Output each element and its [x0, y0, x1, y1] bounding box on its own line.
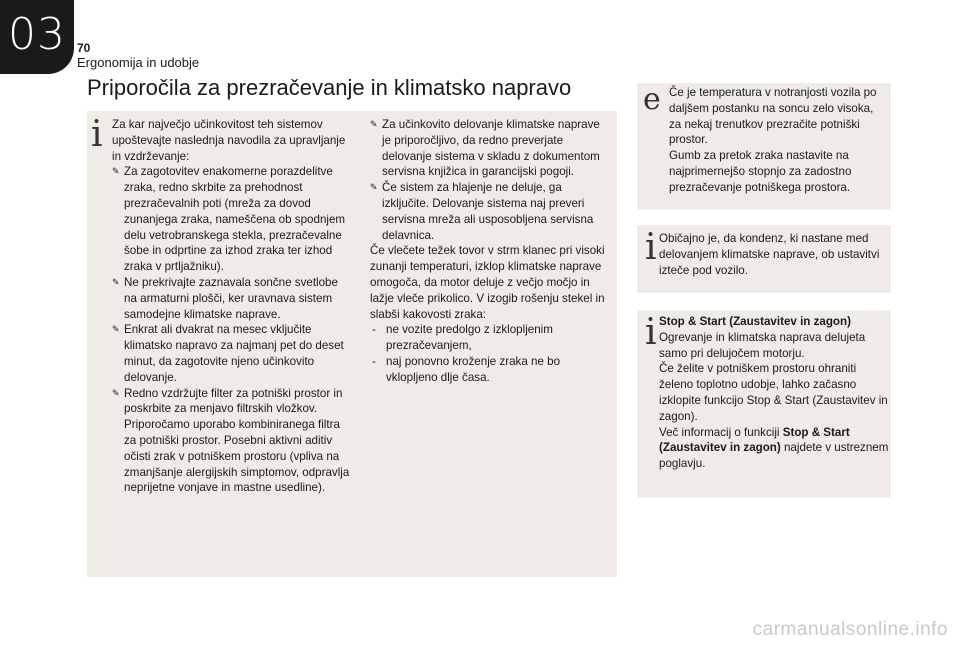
eco-tip-text: Če je temperatura v notranjosti vozila po daljšem postanku na soncu zelo visoka, za nekaj trenutkov prezračite potniški prostor. Gumb za pretok zraka nastavite na najprimernejšo stopnjo za zadostno prezračevanje potniškega prostora. — [669, 86, 877, 194]
eco-tip-box — [637, 83, 891, 210]
chapter-number: 03 — [8, 8, 66, 60]
towing-text: Če vlečete težek tovor v strm klanec pri visoki zunanji temperaturi, izklop klimatske naprave omogoča, da motor deluje z večjo močjo in lažje vleče prikolico. V izogib rošenju stekel in slabši kakovosti zraka: — [370, 244, 605, 321]
page-number: 70 — [77, 41, 91, 55]
eco-icon: e — [643, 82, 661, 117]
list-item: - ne vozite predolgo z izklopljenim prezračevanjem, — [372, 323, 553, 353]
left-column — [112, 117, 352, 496]
bullet-icon: ✎ — [112, 387, 120, 398]
info-icon: i — [645, 312, 657, 353]
list-item: ✎ Če sistem za hlajenje ne deluje, ga izključite. Delovanje sistema naj preveri servisna mreža ali usposobljena servisna delavnica. — [370, 181, 594, 242]
recommendations-box — [87, 111, 617, 577]
info-icon: i — [91, 114, 103, 155]
bullet-icon: ✎ — [370, 119, 378, 129]
bullet-icon: ✎ — [112, 324, 120, 335]
page-title: Priporočila za prezračevanje in klimatsko napravo — [87, 75, 572, 100]
condensation-text: Običajno je, da kondenz, ki nastane med delovanjem klimatske naprave, ob ustavitvi izteče pod vozilo. — [659, 232, 880, 277]
list-item: - naj ponovno kroženje zraka ne bo vklopljeno dlje časa. — [372, 354, 561, 384]
bullet-icon: ✎ — [112, 166, 120, 177]
list-item: ✎ Za učinkovito delovanje klimatske naprave je priporočljivo, da redno preverjate delovanje sistema v skladu z dokumentom servisna knjižica in garancijski pogoji. — [370, 118, 600, 179]
stop-start-text: Stop & Start (Zaustavitev in zagon) Ogrevanje in klimatska naprava delujeta samo pri delujočem motorju. Če želite v potniškem prostoru ohraniti želeno toplotno udobje, lahko začasno izklopite funkcijo Stop & Start (Zaustavitev in zagon). Več informacij o funkciji Stop & Start (Zaustavitev in zagon) najdete v ustreznem poglavju. — [659, 315, 889, 471]
bullet-icon: ✎ — [112, 276, 120, 287]
stop-start-note-box — [637, 310, 891, 498]
intro-text: Za kar največjo učinkovitost teh sistemov upoštevajte naslednja navodila za upravljanje in vzdrževanje: — [112, 118, 346, 163]
watermark: carmanualsonline.info — [752, 619, 948, 640]
list-item: ✎ Za zagotovitev enakomerne porazdelitve zraka, redno skrbite za prehodnost prezračevalnih poti (mreža za dovod zunanjega zraka, nameščena ob spodnjem delu vetrobranskega stekla, prezračevalne šobe in odprtine za izhod zraka ter izhod zraka v prtljažniku). — [112, 165, 346, 274]
chapter-tab — [0, 0, 74, 74]
section-title: Ergonomija in udobje — [77, 55, 200, 70]
condensation-note-box — [637, 225, 891, 293]
right-column — [370, 117, 610, 386]
list-item: ✎ Redno vzdržujte filter za potniški prostor in poskrbite za menjavo filtrskih vložkov. Priporočamo uporabo kombiniranega filtra za potniški prostor. Posebni aktivni aditiv očisti zrak v potniškem prostoru (vpliva na zmanjšanje alergijskih simptomov, odpravlja neprijetne vonjave in mastne usedline). — [112, 386, 350, 495]
bullet-icon: ✎ — [370, 182, 378, 193]
stop-start-heading: Stop & Start (Zaustavitev in zagon) — [659, 315, 851, 328]
list-item: ✎ Enkrat ali dvakrat na mesec vključite klimatsko napravo za najmanj pet do deset minut, da zagotovite njeno učinkovito delovanje. — [112, 323, 344, 384]
info-icon: i — [645, 227, 657, 268]
list-item: ✎ Ne prekrivajte zaznavala sončne svetlobe na armaturni plošči, ker uravnava sistem samodejne klimatske naprave. — [112, 275, 338, 321]
